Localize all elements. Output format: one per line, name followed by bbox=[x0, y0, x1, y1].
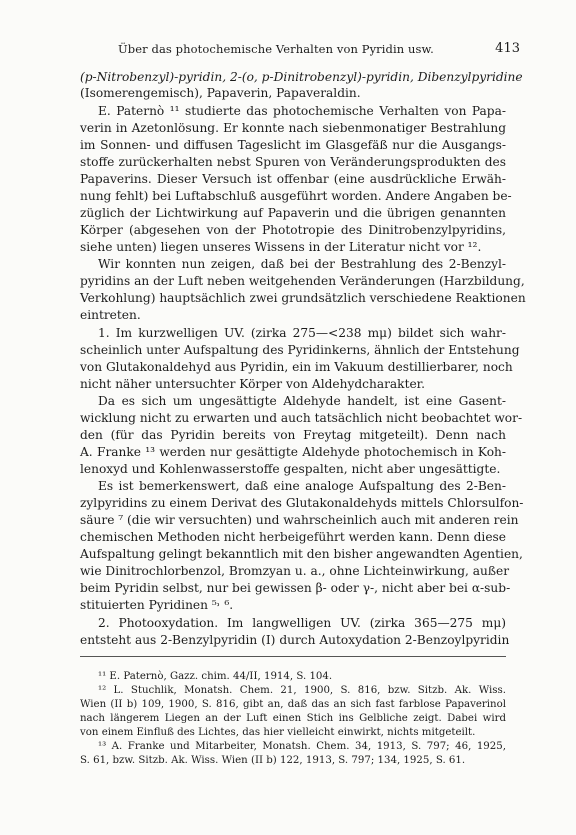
footnote-line: von einem Einfluß des Lichtes, das hier vielleicht einwirkt, nichts mitgeteilt. bbox=[80, 727, 476, 738]
body-line: Verkohlung) hauptsächlich zwei grundsätzlich verschiedene Reaktionen bbox=[80, 291, 526, 305]
body-line: A. Franke ¹³ werden nur gesättigte Aldehyde photochemisch in Koh- bbox=[80, 445, 506, 459]
footnote-line: nach längerem Liegen an der Luft einen Stich ins Gelbliche zeigt. Dabei wird bbox=[80, 713, 506, 724]
body-line: verin in Azetonlösung. Er konnte nach siebenmonatiger Bestrahlung bbox=[80, 121, 506, 135]
footnote-line: ¹³ A. Franke und Mitarbeiter, Monatsh. Chem. 34, 1913, S. 797; 46, 1925, bbox=[98, 741, 506, 752]
body-line: im Sonnen- und diffusen Tageslicht im Glasgefäß nur die Ausgangs- bbox=[80, 138, 506, 152]
body-line: lenoxyd und Kohlenwasserstoffe gespalten, nicht aber ungesättigte. bbox=[80, 462, 501, 476]
body-line: beim Pyridin selbst, nur bei gewissen β- oder γ-, nicht aber bei α-sub- bbox=[80, 581, 511, 595]
page-number: 413 bbox=[495, 41, 520, 56]
body-line: Papaverins. Dieser Versuch ist offenbar (eine ausdrückliche Erwäh- bbox=[80, 172, 506, 186]
body-line: nicht näher untersuchter Körper von Aldehydcharakter. bbox=[80, 377, 426, 391]
footnote-line: Wien (II b) 109, 1900, S. 816, gibt an, daß das an sich fast farblose Papaverinol bbox=[80, 699, 506, 710]
body-line: Da es sich um ungesättigte Aldehyde handelt, ist eine Gasent- bbox=[98, 394, 506, 408]
body-line: stoffe zurückerhalten nebst Spuren von Veränderungsprodukten des bbox=[80, 155, 506, 169]
body-line: (p-Nitrobenzyl)-pyridin, 2-(o, p-Dinitrobenzyl)-pyridin, Dibenzylpyridine bbox=[80, 70, 523, 84]
body-line: nung fehlt) bei Luftabschluß ausgeführt worden. Andere Angaben be- bbox=[80, 189, 512, 203]
footnote-line: ¹¹ E. Paternò, Gazz. chim. 44/II, 1914, S. 104. bbox=[98, 671, 333, 682]
footnote-line: ¹² L. Stuchlik, Monatsh. Chem. 21, 1900, S. 816, bzw. Sitzb. Ak. Wiss. bbox=[98, 685, 506, 696]
body-line: siehe unten) liegen unseres Wissens in der Literatur nicht vor ¹². bbox=[80, 240, 482, 254]
body-line: eintreten. bbox=[80, 308, 141, 322]
body-line: chemischen Methoden nicht herbeigeführt werden kann. Denn diese bbox=[80, 530, 506, 544]
body-line: wie Dinitrochlorbenzol, Bromzyan u. a., ohne Lichteinwirkung, außer bbox=[80, 564, 510, 578]
body-line: Aufspaltung gelingt bekanntlich mit den bisher angewandten Agentien, bbox=[80, 547, 523, 561]
footnote-rule bbox=[80, 656, 506, 657]
body-line: säure ⁷ (die wir versuchten) und wahrscheinlich auch mit anderen rein bbox=[80, 513, 519, 527]
running-title: Über das photochemische Verhalten von Pyridin usw. bbox=[118, 42, 434, 56]
footnote-line: S. 61, bzw. Sitzb. Ak. Wiss. Wien (II b) 122, 1913, S. 797; 134, 1925, S. 61. bbox=[80, 755, 466, 766]
body-line: stituierten Pyridinen ⁵˒ ⁶. bbox=[80, 598, 234, 612]
body-line: von Glutakonaldehyd aus Pyridin, ein im Vakuum destillierbarer, noch bbox=[80, 360, 513, 374]
body-line: züglich der Lichtwirkung auf Papaverin und die übrigen genannten bbox=[80, 206, 506, 220]
body-line: Körper (abgesehen von der Phototropie des Dinitrobenzylpyridins, bbox=[80, 223, 506, 237]
body-line: Es ist bemerkenswert, daß eine analoge Aufspaltung des 2-Ben- bbox=[98, 479, 506, 493]
body-line: entsteht aus 2-Benzylpyridin (I) durch Autoxydation 2-Benzoylpyridin bbox=[80, 633, 510, 647]
body-line: pyridins an der Luft neben weitgehenden Veränderungen (Harzbildung, bbox=[80, 274, 525, 288]
body-line: scheinlich unter Aufspaltung des Pyridinkerns, ähnlich der Entstehung bbox=[80, 343, 520, 357]
body-line: 2. Photooxydation. Im langwelligen UV. (zirka 365—275 mμ) bbox=[98, 616, 506, 630]
body-line: zylpyridins zu einem Derivat des Glutakonaldehyds mittels Chlorsulfon- bbox=[80, 496, 524, 510]
body-line: Wir konnten nun zeigen, daß bei der Bestrahlung des 2-Benzyl- bbox=[98, 257, 506, 271]
body-line: E. Paternò ¹¹ studierte das photochemische Verhalten von Papa- bbox=[98, 104, 506, 118]
body-line: 1. Im kurzwelligen UV. (zirka 275—<238 mμ) bildet sich wahr- bbox=[98, 326, 506, 340]
body-line: (Isomerengemisch), Papaverin, Papaveraldin. bbox=[80, 86, 361, 100]
body-line: wicklung nicht zu erwarten und auch tatsächlich nicht beobachtet wor- bbox=[80, 411, 523, 425]
body-line: den (für das Pyridin bereits von Freytag mitgeteilt). Denn nach bbox=[80, 428, 506, 442]
